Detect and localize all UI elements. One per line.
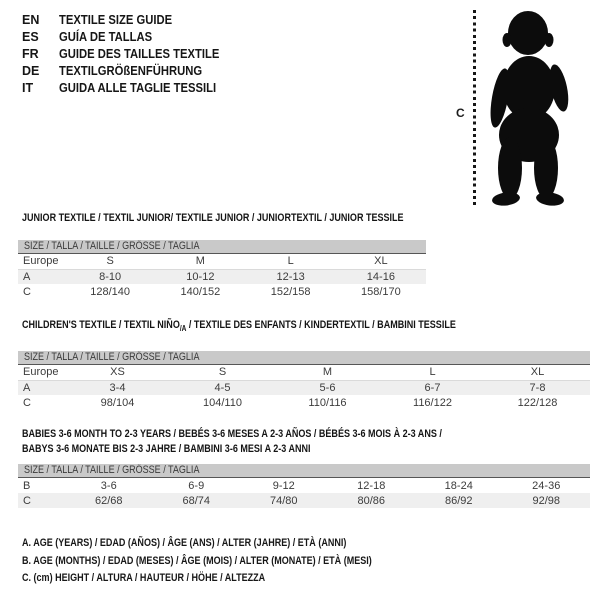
- table-cell: A: [18, 269, 65, 284]
- table-cell: 68/74: [153, 493, 241, 508]
- table-cell: 116/122: [413, 396, 452, 409]
- section-babies-textile: [18, 427, 590, 508]
- junior-size-table: [18, 254, 426, 299]
- language-code: IT: [22, 81, 34, 95]
- table-cell: 6-7: [380, 380, 485, 395]
- table-cell: 12-13: [246, 269, 336, 284]
- table-cell: XS: [65, 365, 170, 380]
- table-cell: 122/128: [517, 396, 558, 409]
- table-cell: 6-9: [188, 479, 205, 492]
- language-list: [22, 12, 237, 97]
- table-cell: S: [170, 365, 275, 380]
- language-code: EN: [22, 13, 40, 27]
- language-title: GUÍA DE TALLAS: [59, 30, 153, 44]
- table-cell: C: [23, 285, 31, 298]
- footnote-b: B. AGE (MONTHS) / EDAD (MESES) / ÂGE (MOIS) / ALTER (MONATE) / ETÀ (MESI): [22, 554, 372, 567]
- babies-size-table: [18, 478, 590, 508]
- language-row: [22, 80, 237, 97]
- table-row: [18, 395, 590, 410]
- language-code: ES: [22, 30, 39, 44]
- language-title: TEXTILGRÖßENFÜHRUNG: [59, 64, 203, 78]
- table-row: [18, 365, 590, 380]
- table-cell: 3-6: [100, 479, 117, 492]
- language-title: GUIDA ALLE TAGLIE TESSILI: [59, 81, 217, 95]
- footnote-a: A. AGE (YEARS) / EDAD (AÑOS) / ÂGE (ANS) / ALTER (JAHRE) / ETÀ (ANNI): [22, 537, 347, 549]
- table-cell: 10-12: [155, 269, 245, 284]
- table-row: [18, 254, 426, 269]
- table-cell: 8-10: [65, 269, 155, 284]
- table-cell: 140/152: [180, 285, 221, 298]
- table-cell: 5-6: [275, 380, 380, 395]
- table-cell: Europe: [18, 254, 65, 269]
- table-cell: 7-8: [485, 380, 590, 395]
- height-dimension-line: [473, 10, 476, 207]
- table-cell: 24-36: [532, 479, 561, 492]
- table-row: [18, 478, 590, 493]
- size-header-bar: SIZE / TALLA / TAILLE / GRÖSSE / TAGLIA: [18, 464, 590, 478]
- table-cell: 80/86: [328, 493, 416, 508]
- language-code: FR: [22, 47, 39, 61]
- language-row: [22, 63, 237, 80]
- table-cell: 3-4: [65, 380, 170, 395]
- baby-silhouette-icon: [482, 8, 578, 206]
- table-cell: XL: [485, 365, 590, 380]
- table-cell: M: [155, 254, 245, 269]
- table-cell: C: [18, 493, 65, 508]
- table-cell: Europe: [18, 365, 65, 380]
- table-cell: 86/92: [415, 493, 503, 508]
- table-cell: 18-24: [444, 479, 473, 492]
- table-cell: B: [23, 479, 31, 492]
- section-childrens-textile: [18, 319, 590, 410]
- table-cell: 14-16: [336, 269, 426, 284]
- table-cell: M: [275, 365, 380, 380]
- language-row: [22, 12, 237, 29]
- table-row: [18, 269, 426, 284]
- footnote-c: C. (cm) HEIGHT / ALTURA / HAUTEUR / HÖHE / ALTEZZA: [22, 572, 266, 584]
- table-cell: 110/116: [308, 396, 347, 409]
- table-cell: 92/98: [503, 493, 591, 508]
- size-header-bar: SIZE / TALLA / TAILLE / GRÖSSE / TAGLIA: [18, 240, 426, 254]
- language-code: DE: [22, 64, 40, 78]
- table-cell: 12-18: [357, 479, 386, 492]
- section-junior-textile: [18, 212, 426, 299]
- section-title: BABIES 3-6 MONTH TO 2-3 YEARS / BEBÉS 3-6 MESES A 2-3 AÑOS / BÉBÉS 3-6 MOIS À 2-3 ANS / BABYS 3-6 MONATE BIS 2-3 JAHRE / BAMBINI 3-6 MESI A 2-3 ANNI: [22, 428, 442, 455]
- table-cell: 9-12: [272, 479, 295, 492]
- table-cell: 152/158: [270, 285, 311, 298]
- table-cell: 98/104: [100, 396, 135, 409]
- table-cell: L: [380, 365, 485, 380]
- table-cell: 158/170: [360, 285, 401, 298]
- language-row: [22, 29, 237, 46]
- table-cell: 62/68: [65, 493, 153, 508]
- language-title: TEXTILE SIZE GUIDE: [59, 13, 173, 27]
- table-cell: A: [18, 380, 65, 395]
- table-row: [18, 493, 590, 508]
- size-header-bar: SIZE / TALLA / TAILLE / GRÖSSE / TAGLIA: [18, 351, 590, 365]
- childrens-size-table: [18, 365, 590, 410]
- table-cell: 4-5: [170, 380, 275, 395]
- table-cell: 74/80: [240, 493, 328, 508]
- table-cell: 128/140: [90, 285, 130, 298]
- section-title: CHILDREN'S TEXTILE / TEXTIL $NIÑO_{/A}$ / TEXTILE DES ENFANTS / KINDERTEXTIL / BAMBINI TESSILE: [22, 319, 456, 334]
- table-cell: XL: [336, 254, 426, 269]
- language-title: GUIDE DES TAILLES TEXTILE: [59, 47, 220, 61]
- table-cell: 104/110: [203, 396, 242, 409]
- table-cell: S: [65, 254, 155, 269]
- table-row: [18, 380, 590, 395]
- table-cell: L: [246, 254, 336, 269]
- title-subscript: /A: [179, 324, 187, 334]
- table-row: [18, 284, 426, 299]
- section-title: JUNIOR TEXTILE / TEXTIL JUNIOR/ TEXTILE JUNIOR / JUNIORTEXTIL / JUNIOR TESSILE: [22, 212, 404, 224]
- language-row: [22, 46, 237, 63]
- footnote-legend: [22, 535, 449, 588]
- table-cell: C: [23, 396, 31, 409]
- height-dimension-label: C: [456, 106, 465, 120]
